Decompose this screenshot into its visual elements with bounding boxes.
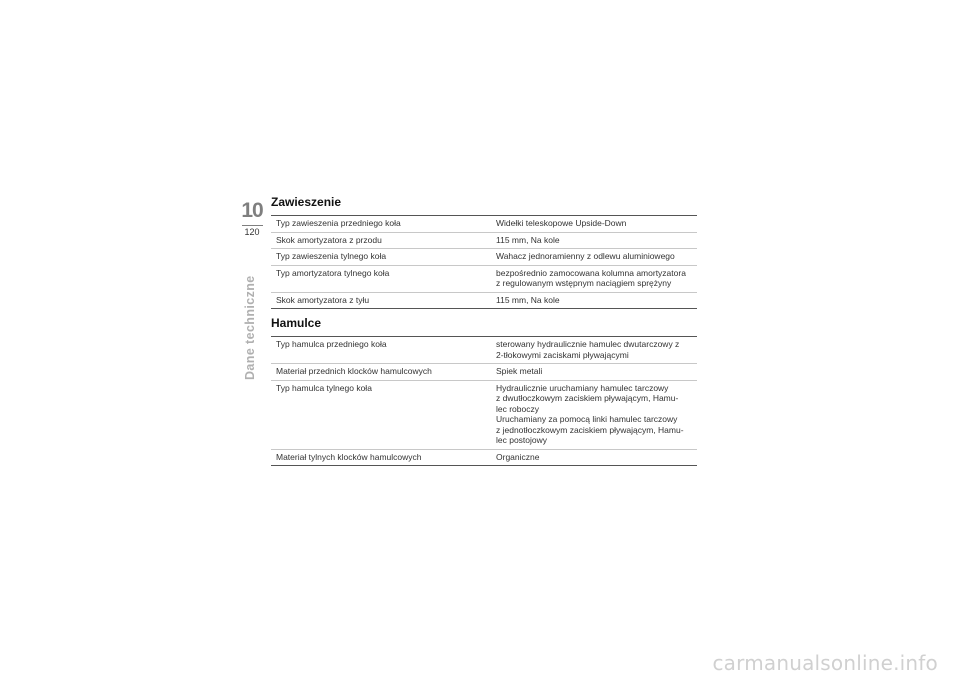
section-heading-suspension: Zawieszenie xyxy=(271,195,342,209)
table-row xyxy=(271,265,697,292)
spec-value: Hydraulicznie uruchamiany hamulec tarczowy z dwutłoczkowym zaciskiem pływającym, Hamu- lec roboczy Uruchamiany za pomocą linki hamulec tarczowy z jednotłoczkowym zaciskiem pływającym, Hamu- lec postojowy xyxy=(491,380,697,449)
spec-value: 115 mm, Na kole xyxy=(491,232,697,249)
page-number: 120 xyxy=(244,227,260,237)
section-heading-brakes: Hamulce xyxy=(271,316,322,330)
spec-label: Materiał tylnych klocków hamulcowych xyxy=(271,449,491,466)
table-row xyxy=(271,364,697,381)
spec-label: Typ hamulca tylnego koła xyxy=(271,380,491,449)
spec-label: Typ hamulca przedniego koła xyxy=(276,339,387,349)
chapter-title: Dane techniczne xyxy=(243,275,257,380)
spec-value: Wahacz jednoramienny z odlewu aluminiowego xyxy=(491,249,697,266)
spec-label: Typ zawieszenia tylnego koła xyxy=(271,249,491,266)
spec-label: Typ zawieszenia przedniego koła xyxy=(276,218,401,228)
table-row xyxy=(271,292,697,309)
page-content xyxy=(271,195,697,466)
spec-value: Spiek metali xyxy=(491,364,697,381)
table-row xyxy=(271,449,697,466)
suspension-spec-table xyxy=(271,215,697,309)
spec-label: Skok amortyzatora z tyłu xyxy=(271,292,491,309)
spec-label: Materiał przednich klocków hamulcowych xyxy=(271,364,491,381)
watermark-text: carmanualsonline.info xyxy=(712,651,938,675)
table-row xyxy=(271,216,697,233)
table-row xyxy=(271,232,697,249)
brakes-spec-table xyxy=(271,336,697,466)
chapter-title-container xyxy=(243,250,261,380)
table-row xyxy=(271,380,697,449)
spec-value: 115 mm, Na kole xyxy=(491,292,697,309)
spec-value: bezpośrednio zamocowana kolumna amortyzatora z regulowanym wstępnym naciągiem sprężyny xyxy=(491,265,697,292)
spec-value: Widełki teleskopowe Upside-Down xyxy=(496,218,627,228)
table-row xyxy=(271,249,697,266)
spec-value: Organiczne xyxy=(491,449,697,466)
chapter-divider xyxy=(242,225,263,226)
spec-label: Skok amortyzatora z przodu xyxy=(271,232,491,249)
spec-label: Typ amortyzatora tylnego koła xyxy=(271,265,491,292)
table-row xyxy=(271,337,697,364)
chapter-number: 10 xyxy=(241,199,263,222)
spec-value: sterowany hydraulicznie hamulec dwutarczowy z 2-tłokowymi zaciskami pływającymi xyxy=(496,339,680,360)
